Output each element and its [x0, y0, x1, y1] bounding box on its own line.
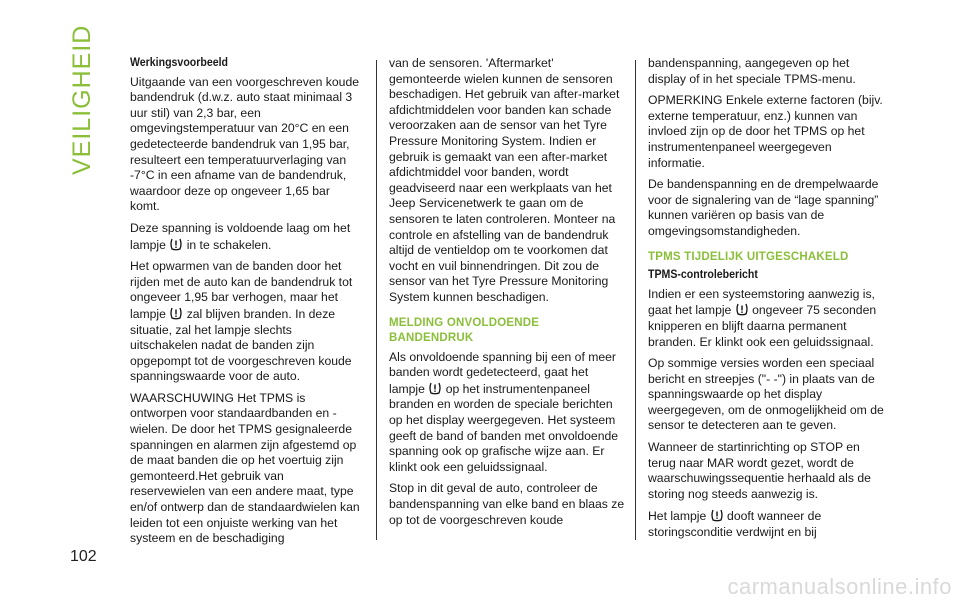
- section-heading: TPMS TIJDELIJK UITGESCHAKELD: [648, 250, 849, 263]
- page-number: 102: [70, 548, 97, 565]
- subheading: TPMS-controlebericht: [648, 269, 758, 282]
- text-span: op het instrumentenpaneel branden en worden de speciale berichten op het display weergegeven. Het systeem geeft de band of banden met onvoldoende spanning ook op grafische wijze aan. Er klinkt ook een geluidssignaal.: [389, 381, 619, 474]
- text-span: Als onvoldoende spanning bij een of meer banden wordt gedetecteerd, gaat het lampje: [389, 349, 616, 396]
- paragraph: [130, 259, 362, 385]
- text-span: in te schakelen.: [186, 237, 272, 252]
- tpms-warning-icon: [170, 237, 182, 251]
- watermark: carmanualsonline.info: [727, 574, 952, 599]
- paragraph: Stop in dit geval de auto, controleer de bandenspanning van elke band en blaas ze op tot de voorgeschreven koude: [389, 481, 625, 527]
- text-span: dooft wanneer de storingsconditie verdwijnt en bij: [648, 509, 822, 540]
- paragraph: De bandenspanning en de drempelwaarde voor de signalering van de “lage spanning” kunnen variëren op basis van de omgevingsomstandigheden.: [648, 177, 879, 238]
- paragraph: Wanneer de startinrichting op STOP en terug naar MAR wordt gezet, wordt de waarschuwingssequentie herhaald als de storing nog steeds aanwezig is.: [648, 440, 871, 501]
- paragraph: [648, 287, 884, 350]
- tpms-warning-icon: [429, 381, 441, 395]
- text-span: Deze spanning is voldoende laag om het lampje: [130, 220, 351, 252]
- paragraph: van de sensoren. 'Aftermarket' gemonteerde wielen kunnen de sensoren beschadigen. Het gebruik van after-market afdichtmiddelen voor banden kan schade veroorzaken aan de sensor van het Tyre Pressure Monitoring System. Indien er gebruik is gemaakt van een after-market afdichtmiddel voor banden, wordt geadviseerd naar een werkplaats van het Jeep Servicenetwerk te gaan om de sensoren te laten controleren. Monteer na controle en afstelling van de bandendruk altijd de ventieldop om te voorkomen dat vocht en vuil binnendringen. Dit zou de sensor van het Tyre Pressure Monitoring System kunnen beschadigen.: [389, 56, 620, 304]
- paragraph: [648, 508, 884, 540]
- text-column-1: [130, 56, 362, 553]
- text-column-2: [389, 56, 625, 534]
- text-span: Het opwarmen van de banden door het rijden met de auto kan de bandendruk tot ongeveer 1,95 bar verhogen, maar het lampje: [130, 259, 353, 321]
- warning-paragraph: WAARSCHUWING Het TPMS is ontworpen voor standaardbanden en -wielen. De door het TPMS gesignaleerde spanningen en alarmen zijn afgestemd op de maat banden die op het voertuig zijn gemonteerd.Het gebruik van reservewielen van een andere maat, type en/of ontwerp dan de standaardwielen kan leiden tot een onjuiste werking van het systeem en de beschadiging: [130, 390, 360, 546]
- note-paragraph: OPMERKING Enkele externe factoren (bijv. externe temperatuur, enz.) kunnen van invloed zijn op de door het TPMS op het instrumentenpaneel weergegeven informatie.: [648, 93, 883, 170]
- text-span: ongeveer 75 seconden knipperen en blijft daarna permanent branden. Er klinkt ook een geluidssignaal.: [648, 303, 877, 349]
- text-span: zal blijven branden. In deze situatie, zal het lampje slechts uitschakelen nadat de banden zijn opgepompt tot de voorgeschreven koude spanningswaarde voor de auto.: [130, 306, 352, 384]
- text-span: Indien er een systeemstoring aanwezig is, gaat het lampje: [648, 286, 875, 318]
- subheading-example: Werkingsvoorbeeld: [130, 57, 228, 69]
- tpms-warning-icon: [170, 306, 182, 320]
- tpms-warning-icon: [711, 508, 723, 522]
- paragraph: Uitgaande van een voorgeschreven koude bandendruk (d.w.z. auto staat minimaal 3 uur stil) van 2,3 bar, een omgevingstemperatuur van 20°C en een gedetecteerde bandendruk van 1,95 bar, resulteert een temperatuurverlaging van -7°C in een afname van de bandendruk, waardoor deze op ongeveer 1,65 bar komt.: [130, 74, 360, 214]
- column-divider: [376, 60, 377, 540]
- text-span: Het lampje: [648, 509, 707, 524]
- paragraph: Op sommige versies worden een speciaal bericht en streepjes ("- -") in plaats van de spanningswaarde op het display weergegeven, om de onmogelijkheid om de sensor te detecteren aan te geven.: [648, 356, 884, 433]
- paragraph: [389, 350, 625, 476]
- tpms-warning-icon: [736, 302, 748, 316]
- paragraph: [130, 221, 362, 253]
- paragraph: bandenspanning, aangegeven op het display of in het speciale TPMS-menu.: [648, 56, 856, 86]
- column-divider: [635, 60, 636, 540]
- section-title: VEILIGHEID: [68, 24, 96, 175]
- text-column-3: [648, 56, 884, 547]
- section-heading: MELDING ONVOLDOENDE BANDENDRUK: [389, 316, 540, 345]
